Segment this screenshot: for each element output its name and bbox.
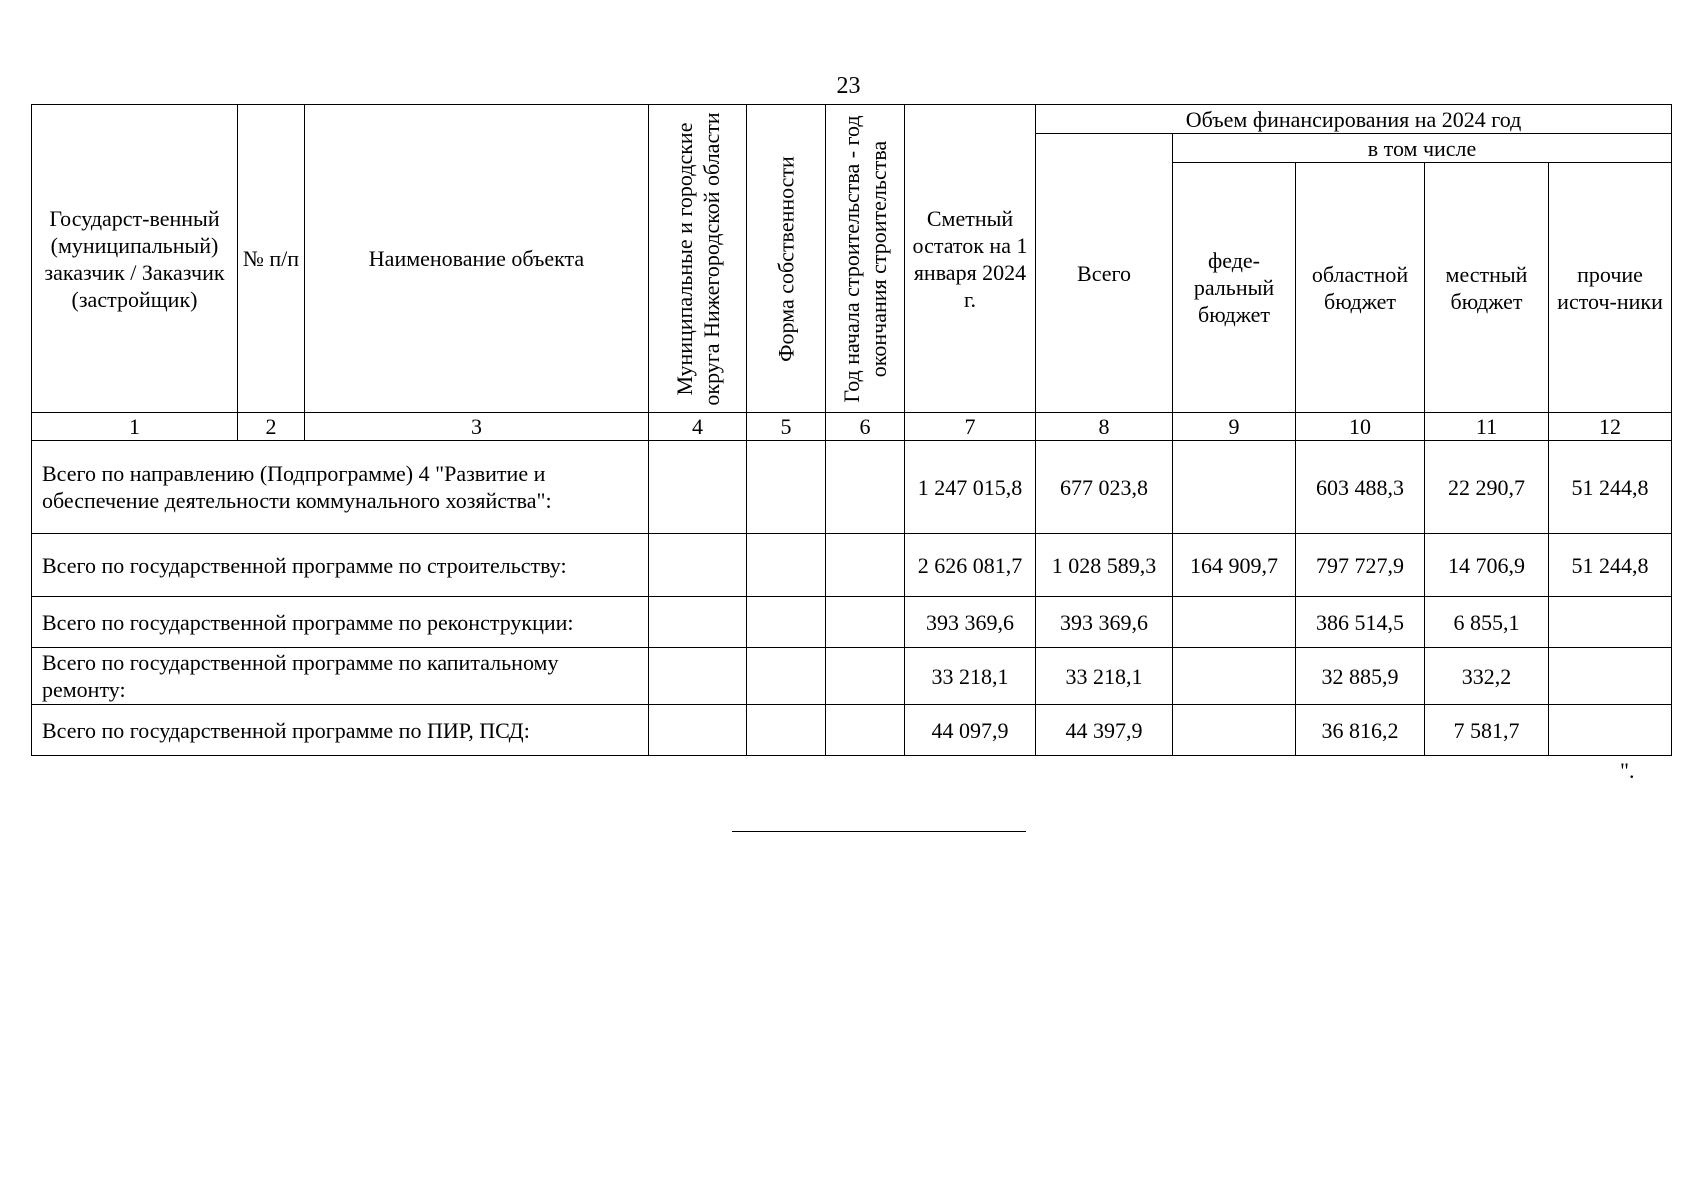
cell-other: 51 244,8 [1549, 441, 1672, 534]
header-federal-budget: феде-ральный бюджет [1173, 163, 1296, 413]
header-total: Всего [1036, 134, 1173, 413]
cell-municipal [649, 648, 747, 705]
financing-table [31, 104, 1672, 756]
header-number: № п/п [238, 105, 305, 413]
cell-local: 7 581,7 [1425, 705, 1549, 756]
cell-ownership [747, 705, 826, 756]
cell-federal [1173, 441, 1296, 534]
table-row [32, 441, 1672, 534]
cell-other [1549, 705, 1672, 756]
cell-estimate: 393 369,6 [905, 597, 1036, 648]
cell-estimate: 33 218,1 [905, 648, 1036, 705]
cell-local: 6 855,1 [1425, 597, 1549, 648]
row-label: Всего по направлению (Подпрограмме) 4 "Развитие и обеспечение деятельности коммунального хозяйства": [32, 441, 649, 534]
cell-estimate: 44 097,9 [905, 705, 1036, 756]
header-local-budget: местный бюджет [1425, 163, 1549, 413]
cell-regional: 797 727,9 [1296, 534, 1425, 597]
table-row [32, 597, 1672, 648]
cell-federal [1173, 648, 1296, 705]
cell-municipal [649, 597, 747, 648]
column-number: 3 [305, 413, 649, 441]
cell-years [826, 705, 905, 756]
cell-total: 44 397,9 [1036, 705, 1173, 756]
cell-local: 14 706,9 [1425, 534, 1549, 597]
row-label: Всего по государственной программе по реконструкции: [32, 597, 649, 648]
cell-other [1549, 597, 1672, 648]
cell-total: 33 218,1 [1036, 648, 1173, 705]
header-funding-group: Объем финансирования на 2024 год [1036, 105, 1672, 134]
table-row [32, 534, 1672, 597]
cell-federal [1173, 597, 1296, 648]
column-number: 9 [1173, 413, 1296, 441]
cell-ownership [747, 648, 826, 705]
cell-regional: 36 816,2 [1296, 705, 1425, 756]
column-number: 8 [1036, 413, 1173, 441]
cell-federal [1173, 705, 1296, 756]
column-number: 1 [32, 413, 238, 441]
cell-estimate: 1 247 015,8 [905, 441, 1036, 534]
row-label: Всего по государственной программе по строительству: [32, 534, 649, 597]
cell-other: 51 244,8 [1549, 534, 1672, 597]
column-number: 10 [1296, 413, 1425, 441]
header-estimate-balance: Сметный остаток на 1 января 2024 г. [905, 105, 1036, 413]
cell-local: 332,2 [1425, 648, 1549, 705]
column-number: 4 [649, 413, 747, 441]
header-construction-years [826, 105, 905, 413]
cell-estimate: 2 626 081,7 [905, 534, 1036, 597]
header-ownership-form-text: Форма собственности [773, 155, 799, 362]
row-label: Всего по государственной программе по ПИР, ПСД: [32, 705, 649, 756]
column-number: 6 [826, 413, 905, 441]
cell-total: 1 028 589,3 [1036, 534, 1173, 597]
column-number: 5 [747, 413, 826, 441]
document-end-divider [732, 831, 1026, 832]
column-number: 12 [1549, 413, 1672, 441]
header-customer: Государст-венный (муниципальный) заказчик / Заказчик (застройщик) [32, 105, 238, 413]
cell-local: 22 290,7 [1425, 441, 1549, 534]
header-municipal-districts [649, 105, 747, 413]
column-number-row [32, 413, 1672, 441]
cell-municipal [649, 534, 747, 597]
closing-quote-mark: ". [1620, 758, 1635, 783]
cell-ownership [747, 597, 826, 648]
header-other-sources: прочие источ-ники [1549, 163, 1672, 413]
cell-other [1549, 648, 1672, 705]
header-construction-years-text: Год начала строительства - год окончания строительства [839, 114, 891, 403]
cell-total: 677 023,8 [1036, 441, 1173, 534]
cell-federal: 164 909,7 [1173, 534, 1296, 597]
column-number: 2 [238, 413, 305, 441]
header-ownership-form [747, 105, 826, 413]
table-row [32, 705, 1672, 756]
cell-regional: 603 488,3 [1296, 441, 1425, 534]
cell-total: 393 369,6 [1036, 597, 1173, 648]
header-municipal-districts-text: Муниципальные и городские округа Нижегородской области [671, 111, 724, 406]
cell-ownership [747, 441, 826, 534]
cell-ownership [747, 534, 826, 597]
cell-municipal [649, 705, 747, 756]
header-object-name: Наименование объекта [305, 105, 649, 413]
cell-regional: 32 885,9 [1296, 648, 1425, 705]
header-including: в том числе [1173, 134, 1672, 163]
cell-years [826, 648, 905, 705]
cell-years [826, 534, 905, 597]
cell-municipal [649, 441, 747, 534]
row-label: Всего по государственной программе по капитальному ремонту: [32, 648, 649, 705]
cell-regional: 386 514,5 [1296, 597, 1425, 648]
column-number: 11 [1425, 413, 1549, 441]
cell-years [826, 597, 905, 648]
column-number: 7 [905, 413, 1036, 441]
table-row [32, 648, 1672, 705]
cell-years [826, 441, 905, 534]
page-number: 23 [836, 73, 861, 99]
header-regional-budget: областной бюджет [1296, 163, 1425, 413]
